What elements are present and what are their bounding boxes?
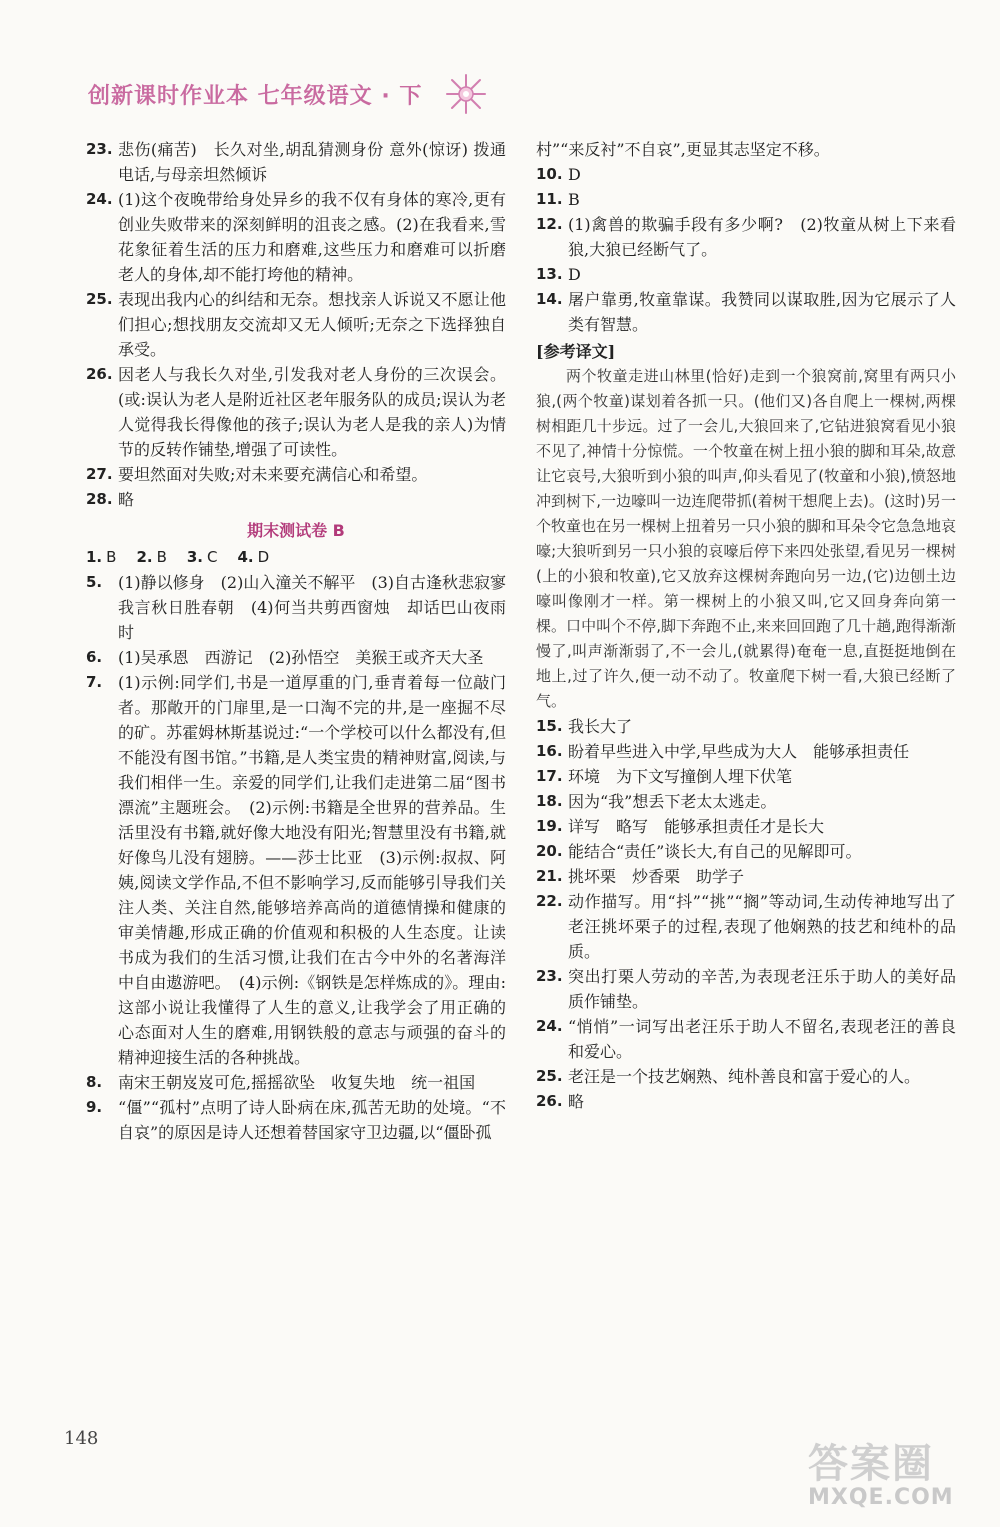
answer-text: 突出打栗人劳动的辛苦,为表现老汪乐于助人的美好品质作铺垫。 [568, 967, 956, 1011]
answer-text: 悲伤(痛苦) 长久对坐,胡乱猜测身份 意外(惊讶) 拨通电话,与母亲坦然倾诉 [118, 140, 506, 184]
answer-item [86, 362, 506, 462]
answer-text: D [568, 165, 581, 184]
question-number: 26. [536, 1092, 563, 1110]
answer-text: 略 [568, 1092, 585, 1111]
choice-answer [187, 548, 218, 566]
answer-text: 因老人与我长久对坐,引发我对老人身份的三次误会。(或:误认为老人是附近社区老年服务队的成员;误认为老人觉得我长得像他的孩子;误认为老人是我的亲人)为情节的反转作铺垫,增强了可读性。 [118, 365, 506, 459]
question-number: 9. [86, 1098, 103, 1116]
question-number: 25. [86, 290, 113, 308]
answer-text: 表现出我内心的纠结和无奈。想找亲人诉说又不愿让他们担心;想找朋友交流却又无人倾听;无奈之下选择独自承受。 [118, 290, 506, 359]
question-number: 23. [86, 140, 113, 158]
page-header [88, 72, 488, 116]
choice-answer [238, 548, 270, 566]
answer-text: 盼着早些进入中学,早些成为大人 能够承担责任 [568, 742, 910, 761]
question-number: 23. [536, 967, 563, 985]
answer-item [536, 864, 956, 889]
answer-text: 能结合“责任”谈长大,有自己的见解即可。 [568, 842, 862, 861]
answer-text: D [568, 265, 581, 284]
answer-item [86, 570, 523, 645]
answer-item [86, 137, 506, 187]
question-number: 25. [536, 1067, 563, 1085]
multiple-choice-answers [86, 545, 506, 570]
question-number: 19. [536, 817, 563, 835]
question-number: 15. [536, 717, 563, 735]
question-number: 3. [186, 548, 204, 566]
question-number: 1. [86, 548, 103, 566]
answer-item [536, 889, 956, 964]
question-number: 18. [536, 792, 563, 810]
right-column [536, 137, 956, 1114]
answer-item [536, 262, 956, 287]
question-number: 2. [136, 548, 153, 566]
question-number: 16. [536, 742, 563, 760]
answer-text: 略 [118, 490, 135, 509]
answer-list-a [86, 137, 506, 512]
book-title: 创新课时作业本 七年级语文 · 下 [88, 83, 423, 109]
question-number: 14. [536, 290, 563, 308]
answer-text: 南宋王朝岌岌可危,摇摇欲坠 收复失地 统一祖国 [118, 1073, 476, 1092]
answer-item [536, 162, 956, 187]
answer-item [536, 1014, 956, 1064]
choice-letter: B [156, 548, 167, 566]
answer-text: 要坦然面对失败;对未来要充满信心和希望。 [118, 465, 428, 484]
question-number: 27. [86, 465, 113, 483]
choice-letter: D [257, 548, 270, 566]
question-number: 6. [86, 648, 103, 666]
question-number: 8. [86, 1073, 103, 1091]
reference-translation: 两个牧童走进山林里(恰好)走到一个狼窝前,窝里有两只小狼,(两个牧童)谋划着各抓一只。(他们又)各自爬上一棵树,两棵树相距几十步远。过了一会儿,大狼回来了,它钻进狼窝看见小狼不见了,神情十分惊慌。一个牧童在树上扭小狼的脚和耳朵,故意让它哀号,大狼听到小狼的叫声,仰头看见了(牧童和小狼),愤怒地冲到树下,一边嚎叫一边连爬带抓(着树干想爬上去)。(这时)另一个牧童也在另一棵树上扭着另一只小狼的脚和耳朵令它急急地哀嚎;大狼听到另一只小狼的哀嚎后停下来四处张望,看见另一棵树(上的小狼和牧童),它又放弃这棵树奔跑向另一边,(它)边刨土边嚎叫像刚才一样。第一棵树上的小狼又叫,它又回身奔向第一棵。口中叫个不停,脚下奔跑不止,来来回回跑了几十趟,跑得渐渐慢了,叫声渐渐弱了,不一会儿,(就累得)奄奄一息,直挺挺地倒在地上,过了许久,便一动不动了。牧童爬下树一看,大狼已经断了气。 [536, 367, 957, 710]
answer-text: 屠户靠勇,牧童靠谋。我赞同以谋取胜,因为它展示了人类有智慧。 [568, 290, 956, 334]
question-number: 17. [536, 767, 563, 785]
answer-item [536, 187, 956, 212]
watermark-url: MXQE.COM [808, 1485, 954, 1510]
question-number: 13. [536, 265, 563, 283]
answer-item [86, 670, 506, 1070]
answer-text: (1)这个夜晚带给身处异乡的我不仅有身体的寒冷,更有创业失败带来的深刻鲜明的沮丧之感。(2)在我看来,雪花象征着生活的压力和磨难,这些压力和磨难可以折磨老人的身体,却不能打垮他的精神。 [118, 190, 506, 284]
question-number: 21. [536, 867, 563, 885]
answer-item [536, 714, 956, 739]
watermark-logo: 答案圈 [808, 1441, 934, 1487]
answer-item [86, 487, 506, 512]
answer-text: 环境 为下文写撞倒人埋下伏笔 [568, 767, 793, 786]
answer-text: 动作描写。用“抖”“挑”“搁”等动词,生动传神地写出了老汪挑坏栗子的过程,表现了他娴熟的技艺和纯朴的品质。 [568, 892, 956, 961]
answer-text: (1)吴承恩 西游记 (2)孙悟空 美猴王或齐天大圣 [118, 648, 484, 667]
section-title: 期末测试卷 B [247, 521, 345, 540]
question-number: 7. [86, 673, 103, 691]
answer-item [536, 739, 956, 764]
answer-text: 老汪是一个技艺娴熟、纯朴善良和富于爱心的人。 [568, 1067, 921, 1086]
answer-text: 详写 略写 能够承担责任才是长大 [568, 817, 825, 836]
answer-text: B [568, 190, 580, 209]
question-number: 4. [237, 548, 254, 566]
answer-text: (1)禽兽的欺骗手段有多少啊? (2)牧童从树上下来看狼,大狼已经断气了。 [568, 215, 956, 259]
watermark [808, 1432, 988, 1517]
answer-item [536, 287, 956, 337]
choice-answer [86, 548, 116, 566]
answer-text: “悄悄”一词写出老汪乐于助人不留名,表现老汪的善良和爱心。 [568, 1017, 956, 1061]
question-number: 12. [536, 215, 563, 233]
question-number: 22. [536, 892, 563, 910]
answer-text: (1)示例:同学们,书是一道厚重的门,垂青着每一位敲门者。那敞开的门扉里,是一口淘不完的井,是一座掘不尽的矿。苏霍姆林斯基说过:“一个学校可以什么都没有,但不能没有图书馆。”书籍,是人类宝贵的精神财富,阅读,与我们相伴一生。亲爱的同学们,让我们走进第二届“图书漂流”主题班会。 (2)示例:书籍是全世界的营养品。生活里没有书籍,就好像大地没有阳光;智慧里没有书籍,就好像鸟儿没有翅膀。——莎士比亚 (3)示例:叔叔、阿姨,阅读文学作品,不但不影响学习,反而能够引导我们关注人类、关注自然,能够培养高尚的道德情操和健康的审美情趣,形成正确的价值观和积极的人生态度。让读书成为我们的生活习惯,让我们在古今中外的名著海洋中自由遨游吧。 (4)示例:《钢铁是怎样炼成的》。理由:这部小说让我懂得了人生的意义,让我学会了用正确的心态面对人生的磨难,用钢铁般的意志与顽强的奋斗的精神迎接生活的各种挑战。 [118, 673, 506, 1067]
answer-text: (1)静以修身 (2)山入潼关不解平 (3)自古逢秋悲寂寥 我言秋日胜春朝 (4)何当共剪西窗烛 却话巴山夜雨时 [118, 573, 523, 642]
answer-text: “僵”“孤村”点明了诗人卧病在床,孤苦无助的处境。“不自哀”的原因是诗人还想着替国家守卫边疆,以“僵卧孤 [118, 1098, 506, 1142]
choice-letter: C [207, 548, 218, 566]
question-number: 26. [86, 365, 113, 383]
answer-item [86, 1070, 506, 1095]
answer-item [86, 287, 506, 362]
answer-item [536, 814, 956, 839]
answer-text: 我长大了 [568, 717, 633, 736]
answer-list-c [536, 162, 956, 337]
answer-item [536, 212, 956, 262]
answer-item [536, 964, 956, 1014]
question-number: 28. [86, 490, 113, 508]
answer-text: 因为“我”想丢下老太太逃走。 [568, 792, 777, 811]
continuation-text: 村”“来反衬”不自哀”,更显其志坚定不移。 [536, 140, 830, 159]
answer-item [86, 187, 506, 287]
page-number: 148 [64, 1428, 99, 1449]
answer-text: 挑坏栗 炒香栗 助学子 [568, 867, 745, 886]
answer-list-b [86, 570, 523, 1145]
answer-item [536, 764, 956, 789]
choice-answer [136, 548, 166, 566]
question-number: 11. [536, 190, 563, 208]
choice-letter: B [106, 548, 117, 566]
answer-item [536, 1089, 956, 1114]
answer-item [86, 645, 506, 670]
snowflake-icon [444, 72, 488, 116]
answer-item [536, 789, 956, 814]
answer-list-d [536, 714, 956, 1114]
left-column [86, 137, 523, 1145]
question-number: 24. [86, 190, 113, 208]
question-number: 10. [536, 165, 563, 183]
answer-item [536, 839, 956, 864]
answer-item [86, 462, 506, 487]
answer-item [86, 1095, 506, 1145]
answer-item [536, 1064, 956, 1089]
question-number: 20. [536, 842, 563, 860]
reference-translation-label: [参考译文] [536, 342, 616, 361]
question-number: 24. [536, 1017, 563, 1035]
question-number: 5. [86, 573, 103, 591]
